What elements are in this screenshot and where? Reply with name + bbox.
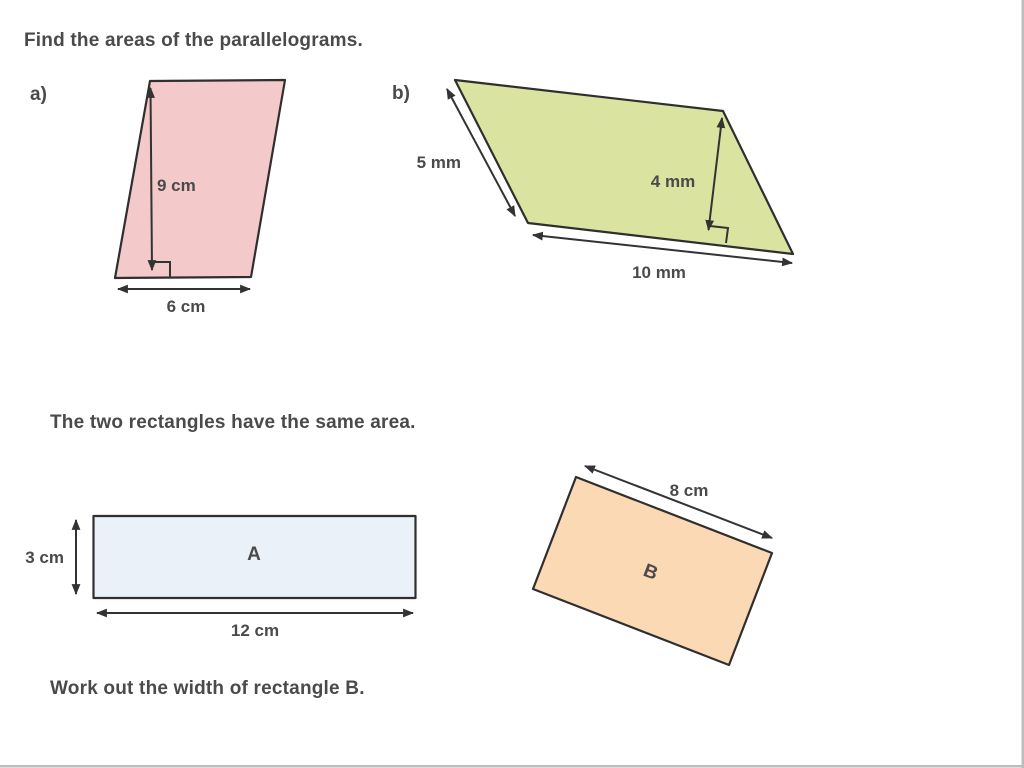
parallelogram-b-shape — [455, 80, 793, 254]
rectangle-b-side-label: 8 cm — [669, 481, 709, 500]
parallelogram-a-shape — [115, 80, 285, 278]
instruction-top: Find the areas of the parallelograms. — [24, 30, 363, 51]
rectangle-a-width-label: 12 cm — [230, 621, 280, 640]
rectangle-a-name-label: A — [247, 544, 261, 565]
parallelogram-a-base-label: 6 cm — [166, 297, 206, 316]
parallelogram-b-base-label: 10 mm — [632, 263, 686, 282]
page-edge-bottom — [0, 765, 1024, 768]
parallelogram-b-side-label: 5 mm — [416, 153, 461, 172]
instruction-middle: The two rectangles have the same area. — [50, 412, 416, 433]
rectangle-b-name-label: B — [640, 560, 661, 585]
instruction-bottom: Work out the width of rectangle B. — [50, 678, 365, 699]
rectangle-a-height-label: 3 cm — [25, 548, 64, 567]
problem-a-label: a) — [30, 84, 47, 105]
parallelogram-b-height-label: 4 mm — [650, 172, 696, 191]
problem-b-label: b) — [392, 83, 410, 104]
parallelogram-a-height-label: 9 cm — [157, 176, 196, 195]
